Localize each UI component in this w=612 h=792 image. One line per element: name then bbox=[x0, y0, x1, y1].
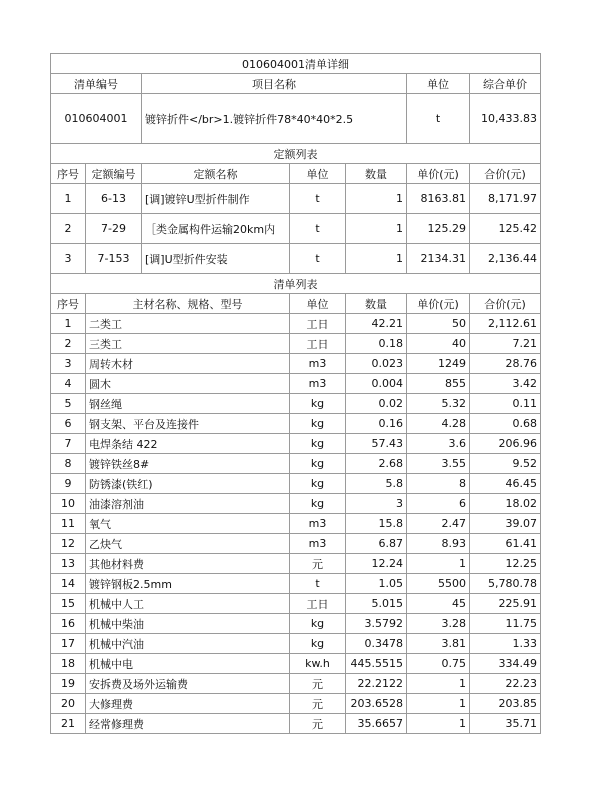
quota-name: ［类金属构件运输20km内 bbox=[142, 214, 290, 244]
material-name: 二类工 bbox=[86, 314, 290, 334]
material-total: 1.33 bbox=[470, 634, 541, 654]
material-seq: 17 bbox=[51, 634, 86, 654]
material-unit: m3 bbox=[290, 514, 346, 534]
material-price: 3.81 bbox=[407, 634, 470, 654]
material-row bbox=[51, 674, 541, 694]
quota-code: 6-13 bbox=[86, 184, 142, 214]
material-row bbox=[51, 494, 541, 514]
material-qty: 1.05 bbox=[346, 574, 407, 594]
material-name: 圆木 bbox=[86, 374, 290, 394]
quota-unit: t bbox=[290, 214, 346, 244]
material-total: 28.76 bbox=[470, 354, 541, 374]
quota-qty: 1 bbox=[346, 214, 407, 244]
quota-seq: 1 bbox=[51, 184, 86, 214]
material-row bbox=[51, 414, 541, 434]
material-row bbox=[51, 394, 541, 414]
material-qty-header: 数量 bbox=[346, 294, 407, 314]
material-row bbox=[51, 634, 541, 654]
material-qty: 0.004 bbox=[346, 374, 407, 394]
material-price-header: 单价(元) bbox=[407, 294, 470, 314]
material-total: 334.49 bbox=[470, 654, 541, 674]
material-name: 油漆溶剂油 bbox=[86, 494, 290, 514]
quota-seq: 2 bbox=[51, 214, 86, 244]
material-price: 5500 bbox=[407, 574, 470, 594]
material-unit: kg bbox=[290, 414, 346, 434]
material-name: 电焊条结 422 bbox=[86, 434, 290, 454]
material-price: 2.47 bbox=[407, 514, 470, 534]
quota-unit: t bbox=[290, 244, 346, 274]
material-qty: 203.6528 bbox=[346, 694, 407, 714]
material-price: 50 bbox=[407, 314, 470, 334]
material-price: 1 bbox=[407, 694, 470, 714]
material-qty: 0.16 bbox=[346, 414, 407, 434]
material-seq: 6 bbox=[51, 414, 86, 434]
material-seq: 20 bbox=[51, 694, 86, 714]
item-code: 010604001 bbox=[51, 94, 142, 144]
quota-qty: 1 bbox=[346, 184, 407, 214]
material-seq: 7 bbox=[51, 434, 86, 454]
material-seq: 16 bbox=[51, 614, 86, 634]
material-total: 225.91 bbox=[470, 594, 541, 614]
material-name: 防锈漆(铁红) bbox=[86, 474, 290, 494]
material-row bbox=[51, 534, 541, 554]
material-total: 0.68 bbox=[470, 414, 541, 434]
material-seq: 2 bbox=[51, 334, 86, 354]
material-name: 安拆费及场外运输费 bbox=[86, 674, 290, 694]
material-row bbox=[51, 374, 541, 394]
item-name: 镀锌折件</br>1.镀锌折件78*40*40*2.5 bbox=[142, 94, 407, 144]
material-row bbox=[51, 474, 541, 494]
material-price: 1 bbox=[407, 674, 470, 694]
material-qty: 22.2122 bbox=[346, 674, 407, 694]
material-qty: 2.68 bbox=[346, 454, 407, 474]
material-qty: 0.18 bbox=[346, 334, 407, 354]
material-name: 其他材料费 bbox=[86, 554, 290, 574]
material-total: 39.07 bbox=[470, 514, 541, 534]
material-price: 855 bbox=[407, 374, 470, 394]
material-total: 11.75 bbox=[470, 614, 541, 634]
material-unit: t bbox=[290, 574, 346, 594]
material-seq: 21 bbox=[51, 714, 86, 734]
material-qty: 3.5792 bbox=[346, 614, 407, 634]
material-seq: 9 bbox=[51, 474, 86, 494]
quota-unit-header: 单位 bbox=[290, 164, 346, 184]
material-name: 机械中柴油 bbox=[86, 614, 290, 634]
material-qty: 0.3478 bbox=[346, 634, 407, 654]
material-qty: 35.6657 bbox=[346, 714, 407, 734]
material-total: 9.52 bbox=[470, 454, 541, 474]
material-row bbox=[51, 314, 541, 334]
material-qty: 3 bbox=[346, 494, 407, 514]
material-price: 3.28 bbox=[407, 614, 470, 634]
material-unit: 元 bbox=[290, 554, 346, 574]
material-row bbox=[51, 454, 541, 474]
material-name: 钢丝绳 bbox=[86, 394, 290, 414]
material-total-header: 合价(元) bbox=[470, 294, 541, 314]
item-unit: t bbox=[407, 94, 470, 144]
material-name: 机械中人工 bbox=[86, 594, 290, 614]
material-name: 乙炔气 bbox=[86, 534, 290, 554]
material-total: 18.02 bbox=[470, 494, 541, 514]
material-unit: m3 bbox=[290, 354, 346, 374]
material-row bbox=[51, 614, 541, 634]
material-seq: 4 bbox=[51, 374, 86, 394]
material-name: 钢支架、平台及连接件 bbox=[86, 414, 290, 434]
quota-total: 8,171.97 bbox=[470, 184, 541, 214]
material-row bbox=[51, 434, 541, 454]
material-total: 206.96 bbox=[470, 434, 541, 454]
quota-name: [调]镀锌U型折件制作 bbox=[142, 184, 290, 214]
material-price: 45 bbox=[407, 594, 470, 614]
quota-code: 7-29 bbox=[86, 214, 142, 244]
material-name-header: 主材名称、规格、型号 bbox=[86, 294, 290, 314]
material-total: 203.85 bbox=[470, 694, 541, 714]
material-price: 8.93 bbox=[407, 534, 470, 554]
bill-detail-table bbox=[50, 53, 541, 734]
material-qty: 0.02 bbox=[346, 394, 407, 414]
material-seq: 12 bbox=[51, 534, 86, 554]
material-qty: 6.87 bbox=[346, 534, 407, 554]
material-seq: 14 bbox=[51, 574, 86, 594]
material-unit: 工日 bbox=[290, 594, 346, 614]
item-code-header: 清单编号 bbox=[51, 74, 142, 94]
material-total: 5,780.78 bbox=[470, 574, 541, 594]
material-total: 46.45 bbox=[470, 474, 541, 494]
quota-code: 7-153 bbox=[86, 244, 142, 274]
material-unit: kg bbox=[290, 474, 346, 494]
material-unit-header: 单位 bbox=[290, 294, 346, 314]
table-title: 010604001清单详细 bbox=[51, 54, 541, 74]
material-name: 三类工 bbox=[86, 334, 290, 354]
material-row bbox=[51, 694, 541, 714]
material-price: 40 bbox=[407, 334, 470, 354]
material-unit: kg bbox=[290, 614, 346, 634]
quota-total: 125.42 bbox=[470, 214, 541, 244]
material-name: 机械中电 bbox=[86, 654, 290, 674]
material-total: 7.21 bbox=[470, 334, 541, 354]
material-unit: 元 bbox=[290, 674, 346, 694]
material-total: 35.71 bbox=[470, 714, 541, 734]
material-unit: kg bbox=[290, 494, 346, 514]
material-unit: kg bbox=[290, 454, 346, 474]
quota-row bbox=[51, 214, 541, 244]
material-row bbox=[51, 594, 541, 614]
item-unit-header: 单位 bbox=[407, 74, 470, 94]
material-seq: 13 bbox=[51, 554, 86, 574]
material-qty: 5.8 bbox=[346, 474, 407, 494]
material-price: 1 bbox=[407, 554, 470, 574]
material-total: 61.41 bbox=[470, 534, 541, 554]
material-seq: 10 bbox=[51, 494, 86, 514]
material-qty: 12.24 bbox=[346, 554, 407, 574]
material-total: 0.11 bbox=[470, 394, 541, 414]
quota-price: 8163.81 bbox=[407, 184, 470, 214]
material-qty: 5.015 bbox=[346, 594, 407, 614]
quota-row bbox=[51, 244, 541, 274]
material-price: 8 bbox=[407, 474, 470, 494]
material-seq-header: 序号 bbox=[51, 294, 86, 314]
material-name: 经常修理费 bbox=[86, 714, 290, 734]
material-seq: 3 bbox=[51, 354, 86, 374]
material-row bbox=[51, 334, 541, 354]
material-seq: 11 bbox=[51, 514, 86, 534]
material-seq: 15 bbox=[51, 594, 86, 614]
material-row bbox=[51, 554, 541, 574]
material-price: 0.75 bbox=[407, 654, 470, 674]
quota-row bbox=[51, 184, 541, 214]
quota-price: 2134.31 bbox=[407, 244, 470, 274]
quota-unit: t bbox=[290, 184, 346, 214]
material-seq: 19 bbox=[51, 674, 86, 694]
material-seq: 8 bbox=[51, 454, 86, 474]
material-price: 3.55 bbox=[407, 454, 470, 474]
material-unit: 工日 bbox=[290, 334, 346, 354]
material-price: 1249 bbox=[407, 354, 470, 374]
quota-price: 125.29 bbox=[407, 214, 470, 244]
quota-seq-header: 序号 bbox=[51, 164, 86, 184]
material-price: 1 bbox=[407, 714, 470, 734]
quota-name: [调]U型折件安装 bbox=[142, 244, 290, 274]
material-row bbox=[51, 714, 541, 734]
material-row bbox=[51, 354, 541, 374]
quota-qty: 1 bbox=[346, 244, 407, 274]
material-qty: 57.43 bbox=[346, 434, 407, 454]
item-price-header: 综合单价 bbox=[470, 74, 541, 94]
material-unit: m3 bbox=[290, 534, 346, 554]
material-unit: kg bbox=[290, 634, 346, 654]
quota-code-header: 定额编号 bbox=[86, 164, 142, 184]
material-price: 4.28 bbox=[407, 414, 470, 434]
material-unit: kw.h bbox=[290, 654, 346, 674]
quota-name-header: 定额名称 bbox=[142, 164, 290, 184]
quota-total-header: 合价(元) bbox=[470, 164, 541, 184]
material-total: 22.23 bbox=[470, 674, 541, 694]
material-name: 镀锌钢板2.5mm bbox=[86, 574, 290, 594]
material-unit: kg bbox=[290, 394, 346, 414]
quota-price-header: 单价(元) bbox=[407, 164, 470, 184]
material-seq: 1 bbox=[51, 314, 86, 334]
quota-section-title: 定额列表 bbox=[51, 144, 541, 164]
material-unit: 元 bbox=[290, 714, 346, 734]
material-total: 3.42 bbox=[470, 374, 541, 394]
material-total: 2,112.61 bbox=[470, 314, 541, 334]
material-name: 大修理费 bbox=[86, 694, 290, 714]
material-name: 氧气 bbox=[86, 514, 290, 534]
material-qty: 42.21 bbox=[346, 314, 407, 334]
material-unit: m3 bbox=[290, 374, 346, 394]
material-name: 周转木材 bbox=[86, 354, 290, 374]
material-row bbox=[51, 654, 541, 674]
material-seq: 18 bbox=[51, 654, 86, 674]
quota-total: 2,136.44 bbox=[470, 244, 541, 274]
quota-seq: 3 bbox=[51, 244, 86, 274]
quota-qty-header: 数量 bbox=[346, 164, 407, 184]
material-seq: 5 bbox=[51, 394, 86, 414]
material-qty: 445.5515 bbox=[346, 654, 407, 674]
material-unit: 元 bbox=[290, 694, 346, 714]
material-qty: 15.8 bbox=[346, 514, 407, 534]
material-row bbox=[51, 574, 541, 594]
material-price: 6 bbox=[407, 494, 470, 514]
material-section-title: 清单列表 bbox=[51, 274, 541, 294]
material-qty: 0.023 bbox=[346, 354, 407, 374]
material-unit: kg bbox=[290, 434, 346, 454]
material-name: 镀锌铁丝8# bbox=[86, 454, 290, 474]
item-price: 10,433.83 bbox=[470, 94, 541, 144]
item-name-header: 项目名称 bbox=[142, 74, 407, 94]
material-price: 3.6 bbox=[407, 434, 470, 454]
material-price: 5.32 bbox=[407, 394, 470, 414]
material-total: 12.25 bbox=[470, 554, 541, 574]
material-name: 机械中汽油 bbox=[86, 634, 290, 654]
material-row bbox=[51, 514, 541, 534]
material-unit: 工日 bbox=[290, 314, 346, 334]
